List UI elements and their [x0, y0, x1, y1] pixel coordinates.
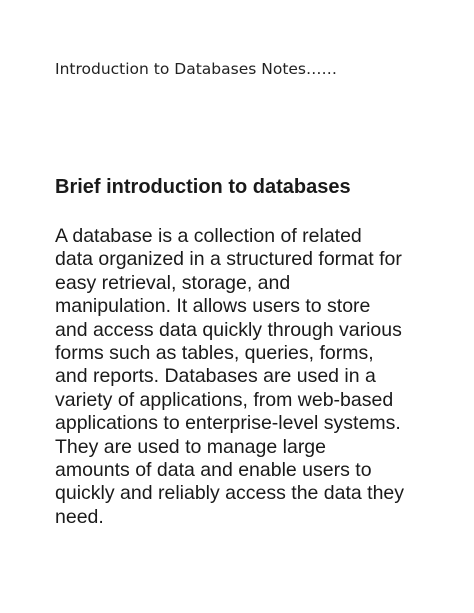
document-title: Introduction to Databases Notes……	[55, 60, 338, 78]
paragraph-line: forms such as tables, queries, forms,	[55, 342, 374, 365]
paragraph-line: data organized in a structured format for	[55, 248, 402, 271]
paragraph-line: manipulation. It allows users to store	[55, 295, 371, 318]
body-paragraph	[55, 225, 435, 529]
paragraph-line: and access data quickly through various	[55, 318, 402, 341]
paragraph-line: applications to enterprise-level systems.	[55, 412, 401, 435]
paragraph-line: and reports. Databases are used in a	[55, 365, 376, 388]
paragraph-line: quickly and reliably access the data they	[55, 482, 405, 505]
section-heading: Brief introduction to databases	[55, 176, 351, 198]
paragraph-line: need.	[55, 505, 104, 528]
paragraph-line: variety of applications, from web-based	[55, 388, 394, 411]
paragraph-line: amounts of data and enable users to	[55, 459, 372, 482]
paragraph-line: They are used to manage large	[55, 435, 327, 458]
paragraph-line: A database is a collection of related	[55, 225, 362, 247]
paragraph-line: easy retrieval, storage, and	[55, 271, 291, 294]
